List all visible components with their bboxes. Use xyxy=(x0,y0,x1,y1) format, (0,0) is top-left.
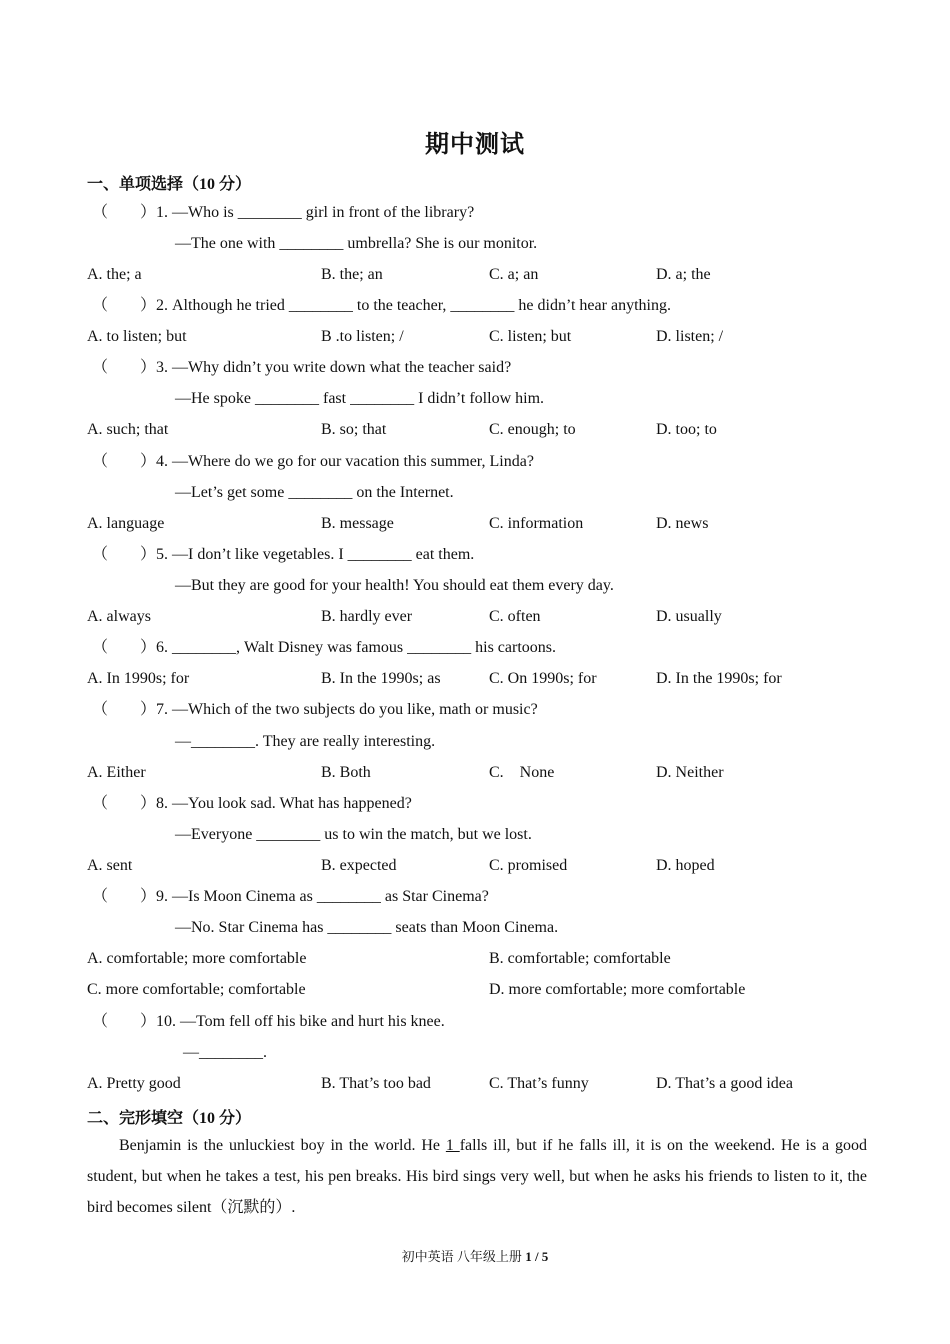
footer-text: 初中英语 八年级上册 xyxy=(401,1249,526,1264)
question-7-option-d: D. Neither xyxy=(656,764,724,781)
question-9-option-d: D. more comfortable; more comfortable xyxy=(489,981,746,998)
question-2-option-b: B .to listen; / xyxy=(321,328,404,345)
question-2-line-1: （ ）2. Although he tried ________ to the teacher, ________ he didn’t hear anything. xyxy=(92,297,671,314)
question-6-option-c: C. On 1990s; for xyxy=(489,670,597,687)
question-5-option-d: D. usually xyxy=(656,608,722,625)
question-10-option-c: C. That’s funny xyxy=(489,1075,589,1092)
question-7-option-a: A. Either xyxy=(87,764,146,781)
question-1-option-d: D. a; the xyxy=(656,266,711,283)
cloze-passage-part-2: falls ill, but if he falls ill, it is on the weekend. He is a good student, but when he takes a test, his pen breaks. His bird sings very well, but when he asks his friends to listen to it, the bird becomes silent（沉默的）. xyxy=(87,1137,868,1216)
question-6-option-d: D. In the 1990s; for xyxy=(656,670,782,687)
question-2-option-c: C. listen; but xyxy=(489,328,572,345)
question-4-option-d: D. news xyxy=(656,515,709,532)
question-4-line-1: （ ）4. —Where do we go for our vacation this summer, Linda? xyxy=(92,453,534,470)
question-6-option-b: B. In the 1990s; as xyxy=(321,670,441,687)
question-1-option-c: C. a; an xyxy=(489,266,539,283)
question-9-option-a: A. comfortable; more comfortable xyxy=(87,950,307,967)
question-10-option-a: A. Pretty good xyxy=(87,1075,181,1092)
cloze-blank-1: 1 xyxy=(445,1137,460,1154)
question-5-line-1: （ ）5. —I don’t like vegetables. I ________ eat them. xyxy=(92,546,475,563)
page-title: 期中测试 xyxy=(425,132,525,158)
page-number: 1 / 5 xyxy=(525,1249,549,1264)
page-footer xyxy=(0,1246,950,1265)
cloze-passage xyxy=(87,1130,867,1223)
question-3-option-c: C. enough; to xyxy=(489,421,576,438)
section-heading-cloze: 二、完形填空（10 分） xyxy=(87,1110,252,1127)
question-5-option-c: C. often xyxy=(489,608,541,625)
question-4-option-c: C. information xyxy=(489,515,584,532)
question-10-option-b: B. That’s too bad xyxy=(321,1075,431,1092)
question-10-option-d: D. That’s a good idea xyxy=(656,1075,794,1092)
question-1-line-2: —The one with ________ umbrella? She is our monitor. xyxy=(175,235,538,252)
question-7-line-2: —________. They are really interesting. xyxy=(175,733,436,750)
question-9-option-c: C. more comfortable; comfortable xyxy=(87,981,306,998)
question-9-option-b: B. comfortable; comfortable xyxy=(489,950,671,967)
question-6-option-a: A. In 1990s; for xyxy=(87,670,190,687)
question-8-option-a: A. sent xyxy=(87,857,133,874)
question-4-option-a: A. language xyxy=(87,515,165,532)
question-7-line-1: （ ）7. —Which of the two subjects do you like, math or music? xyxy=(92,701,538,718)
question-8-line-1: （ ）8. —You look sad. What has happened? xyxy=(92,795,412,812)
question-10-line-2: —________. xyxy=(183,1044,267,1061)
question-1-option-a: A. the; a xyxy=(87,266,142,283)
question-3-line-2: —He spoke ________ fast ________ I didn’t follow him. xyxy=(175,390,545,407)
question-7-option-c: C. None xyxy=(489,764,555,781)
question-5-option-b: B. hardly ever xyxy=(321,608,413,625)
section-heading-multiple-choice: 一、单项选择（10 分） xyxy=(87,176,252,193)
question-6-line-1: （ ）6. ________, Walt Disney was famous ________ his cartoons. xyxy=(92,639,557,656)
question-7-option-b: B. Both xyxy=(321,764,371,781)
question-3-option-b: B. so; that xyxy=(321,421,387,438)
question-8-option-b: B. expected xyxy=(321,857,397,874)
question-1-option-b: B. the; an xyxy=(321,266,383,283)
question-4-option-b: B. message xyxy=(321,515,394,532)
question-1-line-1: （ ）1. —Who is ________ girl in front of the library? xyxy=(92,204,475,221)
question-2-option-d: D. listen; / xyxy=(656,328,724,345)
question-4-line-2: —Let’s get some ________ on the Internet. xyxy=(175,484,454,501)
question-5-line-2: —But they are good for your health! You should eat them every day. xyxy=(175,577,614,594)
question-8-option-c: C. promised xyxy=(489,857,568,874)
question-8-option-d: D. hoped xyxy=(656,857,715,874)
question-9-line-2: —No. Star Cinema has ________ seats than Moon Cinema. xyxy=(175,919,559,936)
question-9-line-1: （ ）9. —Is Moon Cinema as ________ as Star Cinema? xyxy=(92,888,489,905)
question-3-option-d: D. too; to xyxy=(656,421,717,438)
cloze-passage-part-1: Benjamin is the unluckiest boy in the world. He xyxy=(119,1137,446,1154)
question-2-option-a: A. to listen; but xyxy=(87,328,187,345)
question-3-option-a: A. such; that xyxy=(87,421,169,438)
question-5-option-a: A. always xyxy=(87,608,151,625)
question-3-line-1: （ ）3. —Why didn’t you write down what the teacher said? xyxy=(92,359,512,376)
question-10-line-1: （ ）10. —Tom fell off his bike and hurt his knee. xyxy=(92,1013,445,1030)
question-8-line-2: —Everyone ________ us to win the match, but we lost. xyxy=(175,826,532,843)
